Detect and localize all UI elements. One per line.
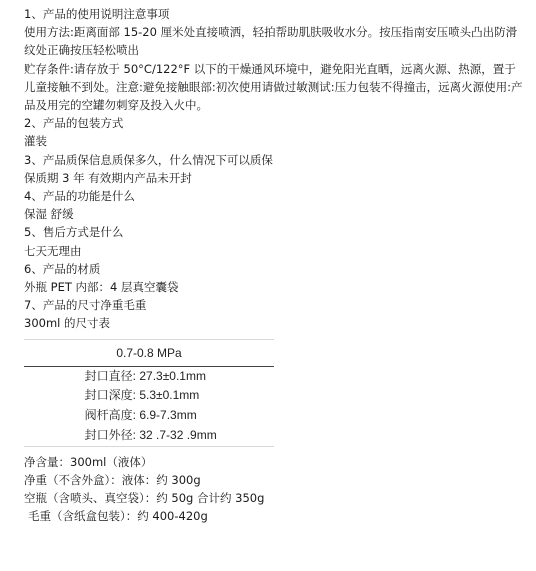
section-heading-warranty: 3、产品质保信息质保多久，什么情况下可以质保 [24,152,273,167]
spec-table [24,339,274,447]
spec-value: 32 .7-32 .9mm [139,428,217,443]
spec-table-header: 0.7-0.8 MPa [24,340,274,367]
spec-label: 封口深度: [84,388,136,403]
section-heading-function: 4、产品的功能是什么 [24,189,135,204]
packaging-text: 灌装 [24,134,47,149]
spec-row [24,426,274,446]
spec-label: 封口外径: [84,428,136,443]
function-text: 保湿 舒缓 [24,207,74,222]
spec-row [24,367,274,387]
spec-value: 6.9-7.3mm [139,408,197,423]
spec-value: 5.3±0.1mm [139,388,200,403]
aftersales-text: 七天无理由 [24,243,82,258]
section-heading-material: 6、产品的材质 [24,261,101,276]
material-text: 外瓶 PET 内部：4 层真空囊袋 [24,280,179,295]
section-heading-packaging: 2、产品的包装方式 [24,116,124,131]
net-content-text: 净含量：300ml（液体） [24,454,153,469]
empty-bottle-weight-text: 空瓶（含喷头、真空袋）：约 50g 合计约 350g [24,491,265,506]
warranty-text: 保质期 3 年 有效期内产品未开封 [24,170,192,185]
spec-row [24,386,274,406]
size-table-caption: 300ml 的尺寸表 [24,316,111,331]
net-weight-text: 净重（不含外盒）：液体：约 300g [24,473,201,488]
section-heading-size: 7、产品的尺寸净重毛重 [24,298,147,313]
usage-method-text: 使用方法:距离面部 15-20 厘米处直接喷洒，轻拍帮助肌肤吸收水分。按压指南安压喷头凸出防滑纹处正确按压轻松喷出 [24,25,518,58]
document-body [24,5,524,526]
storage-conditions-text: 贮存条件:请存放于 50°C/122°F 以下的干燥通风环境中，避免阳光直晒，远离火源、热源，置于儿童接触不到处。注意:避免接触眼部:初次使用请做过敏测试:压力包装不得撞击，远离火源使用:产品及用完的空罐勿刺穿及投入火中。 [24,61,523,113]
spec-label: 阀杆高度: [84,408,136,423]
spec-row [24,406,274,426]
gross-weight-text: 毛重（含纸盒包装）：约 400-420g [28,509,208,524]
section-heading-usage: 1、产品的使用说明注意事项 [24,7,170,21]
spec-label: 封口直径: [84,368,136,383]
section-heading-aftersales: 5、售后方式是什么 [24,225,124,240]
spec-value: 27.3±0.1mm [139,368,206,383]
